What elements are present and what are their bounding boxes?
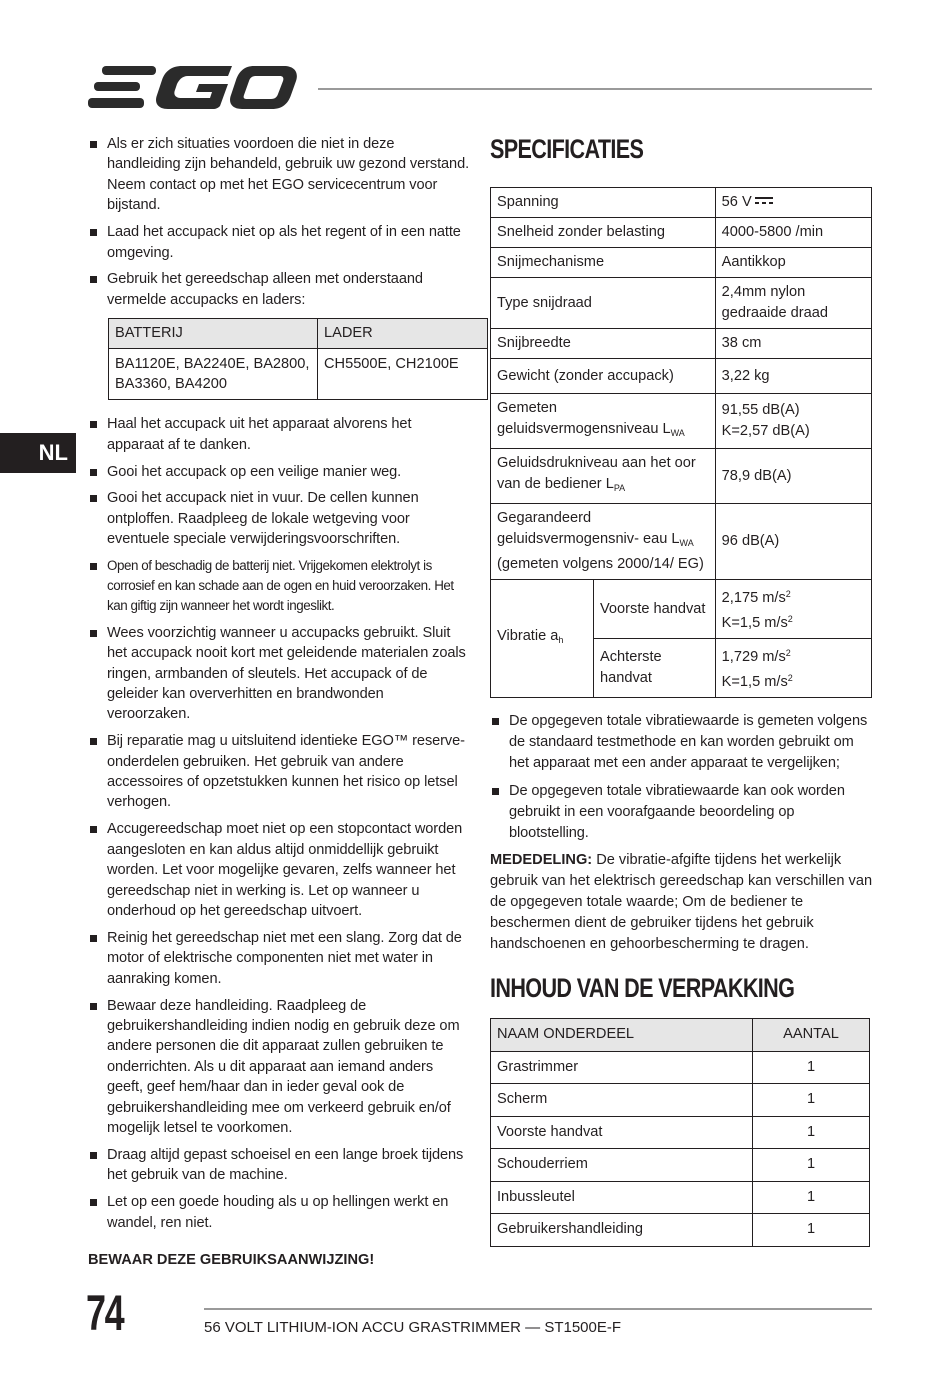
part-quantity: 1 [753,1051,870,1084]
notice-paragraph: MEDEDELING: De vibratie-afgifte tijdens het werkelijk gebruik van het elektrisch gereedschap kan verschillen van de opgegeven totale waarde; Om de bediener te beschermen dient de gebruiker tijdens het gebruik handschoenen en gehoorbescherming te dragen. [490,852,873,952]
specifications-heading: SPECIFICATIES [490,134,644,164]
spec-value: 1,729 $m/s^2$ K=1,5 $m/s^2$ [715,639,871,698]
direct-current-icon [755,197,773,205]
list-item: Als er zich situaties voordoen die niet in deze handleiding zijn behandeld, gebruik uw gezond verstand. Neem contact op met het EGO servicecentrum voor bijstand. [88,134,470,216]
table-row [491,218,872,248]
left-column [88,134,470,1240]
table-header: LADER [318,319,488,349]
table-row [491,188,872,218]
list-item: Accugereedschap moet niet op een stopcontact worden aangesloten en kan aldus altijd onmiddellijk gebruikt worden. Let voor mogelijke gevaren, zelfs wanneer het gereedschap niet in werking is. Let op wanneer u onderhoud op het gereedschap uitvoert. [88,819,470,921]
part-quantity: 1 [753,1116,870,1149]
bullet-square-icon [90,1003,97,1010]
part-name: Inbussleutel [491,1181,753,1214]
spec-label: Gewicht (zonder accupack) [491,359,716,394]
list-item: Open of beschadig de batterij niet. Vrijgekomen elektrolyt is corrosief en kan schade aan de ogen en huid veroorzaken. Het kan giftig zijn wanneer het wordt ingeslikt. [88,556,470,616]
battery-charger-table [108,318,488,400]
part-name: Gebruikershandleiding [491,1214,753,1247]
list-item: De opgegeven totale vibratiewaarde is gemeten volgens de standaard testmethode en kan worden gebruikt om het apparaat met een ander apparaat te vergelijken; [490,711,874,774]
bullet-square-icon [90,1199,97,1206]
part-name: Grastrimmer [491,1051,753,1084]
spec-label: Vibratie $a_h$ [491,580,594,698]
table-header: AANTAL [753,1019,870,1052]
package-contents-table [490,1018,870,1247]
spec-label: Spanning [491,188,716,218]
footer-rule [204,1308,872,1310]
table-row [491,394,872,449]
spec-label: Type snijdraad [491,278,716,329]
table-row [491,1084,870,1117]
list-item: Gooi het accupack op een veilige manier weg. [88,462,470,482]
spec-label: Geluidsdrukniveau aan het oor van de bediener $L_{PA}$ [491,449,716,504]
page-number: 74 [86,1285,124,1341]
part-quantity: 1 [753,1149,870,1182]
table-cell: CH5500E, CH2100E [318,349,488,400]
table-row [491,1149,870,1182]
list-item: Laad het accupack niet op als het regent of in een natte omgeving. [88,222,470,263]
list-item: Bij reparatie mag u uitsluitend identieke EGO™ reserve-onderdelen gebruiken. Het gebruik van andere accessoires of opzetstukken kunnen het risico op letsel verhogen. [88,731,470,813]
spec-value: Aantikkop [715,248,871,278]
bullet-square-icon [90,1152,97,1159]
table-row [491,278,872,329]
spec-value: 91,55 dB(A) K=2,57 dB(A) [715,394,871,449]
spec-value: 96 dB(A) [715,504,871,580]
list-item: De opgegeven totale vibratiewaarde kan ook worden gebruikt in een voorafgaande beoordeling op blootstelling. [490,781,874,844]
save-instructions-notice: BEWAAR DEZE GEBRUIKSAANWIJZING! [88,1252,375,1268]
part-name: Schouderriem [491,1149,753,1182]
list-item: Haal het accupack uit het apparaat alvorens het apparaat af te danken. [88,414,470,455]
bullet-square-icon [90,469,97,476]
part-quantity: 1 [753,1181,870,1214]
table-row [491,580,872,639]
header-rule [318,88,872,90]
safety-list-a [88,134,470,310]
bullet-square-icon [90,229,97,236]
spec-sublabel: Achterste handvat [594,639,716,698]
table-row [491,1214,870,1247]
bullet-square-icon [90,935,97,942]
footer-product-title: 56 VOLT LITHIUM-ION ACCU GRASTRIMMER — ST1500E-F [204,1319,622,1336]
table-header: BATTERIJ [109,319,318,349]
table-row [491,1116,870,1149]
table-row [491,504,872,580]
spec-label: Snelheid zonder belasting [491,218,716,248]
list-item: Bewaar deze handleiding. Raadpleeg de gebruikershandleiding indien nodig en gebruik deze om andere personen die dit apparaat zullen gebruiken te onderrichten. Als u dit apparaat aan iemand anders geeft, geef hem/haar dan in ieder geval ook de gebruikershandleiding mee om verkeerd gebruik en/of mogelijk letsel te voorkomen. [88,996,470,1139]
part-name: Voorste handvat [491,1116,753,1149]
spec-sublabel: Voorste handvat [594,580,716,639]
bullet-square-icon [90,826,97,833]
list-item: Reinig het gereedschap niet met een slang. Zorg dat de motor of elektrische componenten niet met water in aanraking komen. [88,928,470,989]
spec-value: 3,22 kg [715,359,871,394]
bullet-square-icon [90,495,97,502]
right-column [490,134,874,1247]
list-item: Gebruik het gereedschap alleen met onderstaand vermelde accupacks en laders: [88,269,470,310]
table-cell: BA1120E, BA2240E, BA2800, BA3360, BA4200 [109,349,318,400]
spec-label: Gegarandeerd geluidsvermogensniv- eau $L_{WA}$ (gemeten volgens 2000/14/ EG) [491,504,716,580]
spec-value: 56 V [715,188,871,218]
bullet-square-icon [492,788,499,795]
list-item: Draag altijd gepast schoeisel en een lange broek tijdens het gebruik van de machine. [88,1145,470,1186]
bullet-square-icon [90,276,97,283]
spec-label: Gemeten geluidsvermogensniveau $L_{WA}$ [491,394,716,449]
spec-value: 2,175 $m/s^2$ K=1,5 $m/s^2$ [715,580,871,639]
part-quantity: 1 [753,1084,870,1117]
part-quantity: 1 [753,1214,870,1247]
spec-label: Snijmechanisme [491,248,716,278]
specifications-table [490,187,872,698]
list-item: Wees voorzichtig wanneer u accupacks gebruikt. Sluit het accupack nooit kort met geleidende materialen zoals ringen, armbanden of sleutels. Het accupack of de geleider kan oververhitten en brandwonden veroorzaken. [88,623,470,725]
table-header: NAAM ONDERDEEL [491,1019,753,1052]
spec-value: 78,9 dB(A) [715,449,871,504]
spec-label: Snijbreedte [491,329,716,359]
part-name: Scherm [491,1084,753,1117]
table-row [491,329,872,359]
bullet-square-icon [492,718,499,725]
table-row [491,248,872,278]
table-row [491,449,872,504]
table-row [491,1051,870,1084]
bullet-square-icon [90,630,97,637]
language-tab: NL [0,433,76,473]
safety-list-b [88,414,470,1233]
list-item: Let op een goede houding als u op hellingen werkt en wandel, ren niet. [88,1192,470,1233]
ego-logo [86,62,298,112]
bullet-square-icon [90,563,97,570]
table-row [491,1181,870,1214]
table-row [109,349,488,400]
spec-value: 38 cm [715,329,871,359]
package-contents-heading: INHOUD VAN DE VERPAKKING [490,973,795,1003]
spec-value: 4000-5800 /min [715,218,871,248]
spec-value: 2,4mm nylon gedraaide draad [715,278,871,329]
bullet-square-icon [90,421,97,428]
table-row [491,359,872,394]
bullet-square-icon [90,141,97,148]
bullet-square-icon [90,738,97,745]
list-item: Gooi het accupack niet in vuur. De cellen kunnen ontploffen. Raadpleeg de lokale wetgeving voor eventuele speciale verwijderingsvoorschriften. [88,488,470,549]
vibration-notes [490,711,874,844]
